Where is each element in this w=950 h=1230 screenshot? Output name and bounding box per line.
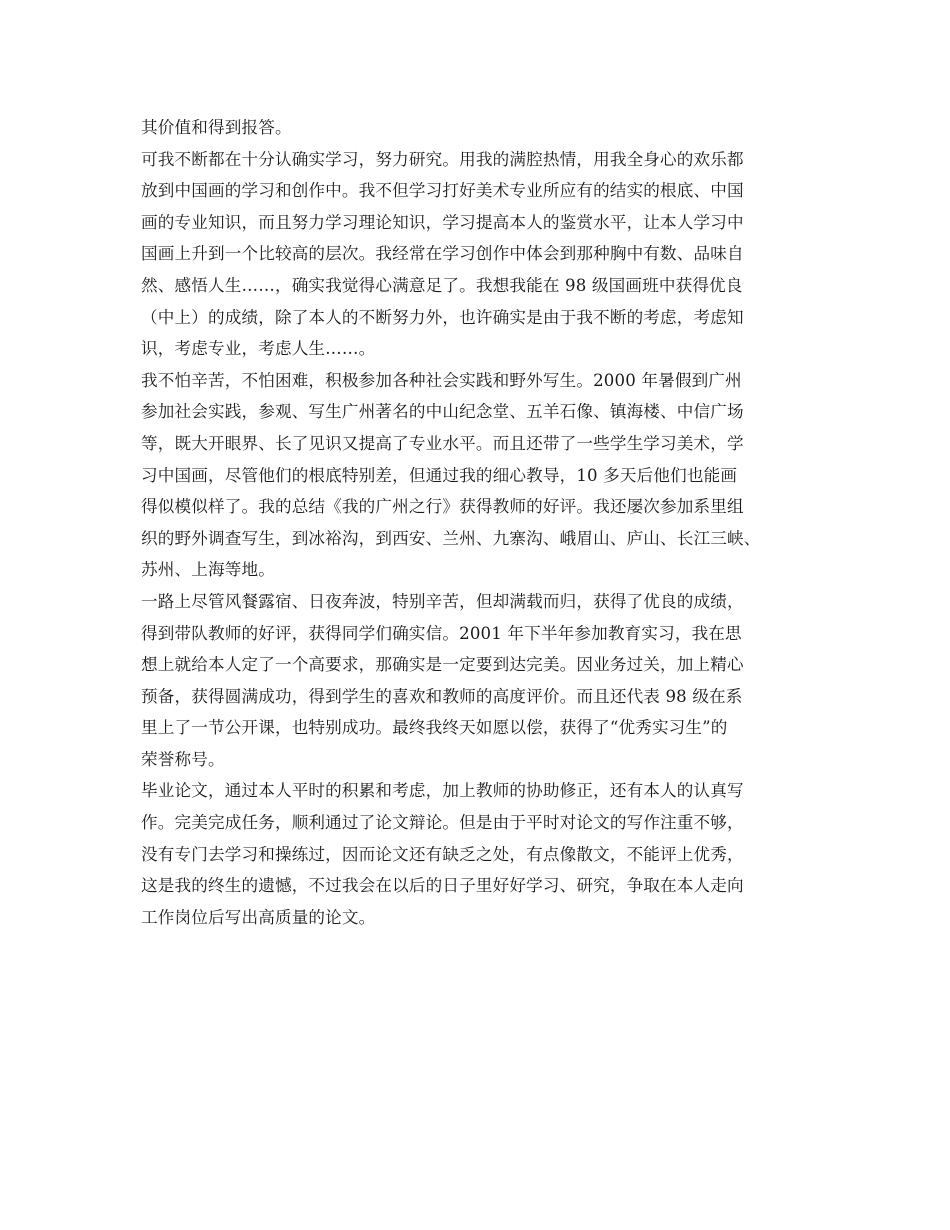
text-line: 作。完美完成任务，顺利通过了论文辩论。但是由于平时对论文的写作注重不够， — [141, 813, 744, 833]
text-line: 织的野外调查写生，到冰裕沟，到西安、兰州、九寨沟、峨眉山、庐山、长江三峡、 — [141, 528, 761, 548]
text-line: 国画上升到一个比较高的层次。我经常在学习创作中体会到那种胸中有数、品味自 — [141, 244, 744, 264]
text-line: 工作岗位后写出高质量的论文。 — [141, 907, 376, 927]
document-body — [141, 112, 823, 933]
text-line: 得似模似样了。我的总结《我的广州之行》获得教师的好评。我还屡次参加系里组 — [141, 497, 744, 517]
text-line: 参加社会实践，参观、写生广州著名的中山纪念堂、五羊石像、镇海楼、中信广场 — [141, 402, 744, 422]
text-line: 放到中国画的学习和创作中。我不但学习打好美术专业所应有的结实的根底、中国 — [141, 181, 744, 201]
text-line: 苏州、上海等地。 — [141, 560, 275, 580]
text-line: 画的专业知识，而且努力学习理论知识，学习提高本人的鉴赏水平，让本人学习中 — [141, 212, 744, 232]
text-line: 我不怕辛苦，不怕困难，积极参加各种社会实践和野外写生。2000 年暑假到广州 — [141, 370, 742, 390]
text-line: 其价值和得到报答。 — [141, 118, 292, 137]
text-line: 识，考虑专业，考虑人生……。 — [141, 339, 376, 359]
text-line: 习中国画，尽管他们的根底特别差，但通过我的细心教导，10 多天后他们也能画 — [141, 465, 738, 485]
text-line: 然、感悟人生……，确实我觉得心满意足了。我想我能在 98 级国画班中获得优良 — [141, 275, 743, 295]
text-line: 可我不断都在十分认确实学习，努力研究。用我的满腔热情，用我全身心的欢乐都 — [141, 149, 744, 169]
text-line: 等，既大开眼界、长了见识又提高了专业水平。而且还带了一些学生学习美术，学 — [141, 433, 744, 453]
text-line: 毕业论文，通过本人平时的积累和考虑，加上教师的协助修正，还有本人的认真写 — [141, 781, 744, 801]
text-line: （中上）的成绩，除了本人的不断努力外，也许确实是由于我不断的考虑，考虑知 — [141, 307, 744, 327]
text-line: 里上了一节公开课，也特别成功。最终我终天如愿以偿，获得了“优秀实习生”的 — [141, 718, 728, 738]
text-line: 没有专门去学习和操练过，因而论文还有缺乏之处，有点像散文，不能评上优秀， — [141, 844, 744, 864]
text-line: 这是我的终生的遗憾，不过我会在以后的日子里好好学习、研究，争取在本人走向 — [141, 876, 744, 896]
text-line: 预备，获得圆满成功，得到学生的喜欢和教师的高度评价。而且还代表 98 级在系 — [141, 686, 743, 706]
text-line: 荣誉称号。 — [141, 749, 225, 769]
text-line: 得到带队教师的好评，获得同学们确实信。2001 年下半年参加教育实习，我在思 — [141, 623, 742, 643]
text-line: 想上就给本人定了一个高要求，那确实是一定要到达完美。因业务过关，加上精心 — [141, 655, 744, 675]
text-line: 一路上尽管风餐露宿、日夜奔波，特别辛苦，但却满载而归，获得了优良的成绩， — [141, 591, 744, 611]
